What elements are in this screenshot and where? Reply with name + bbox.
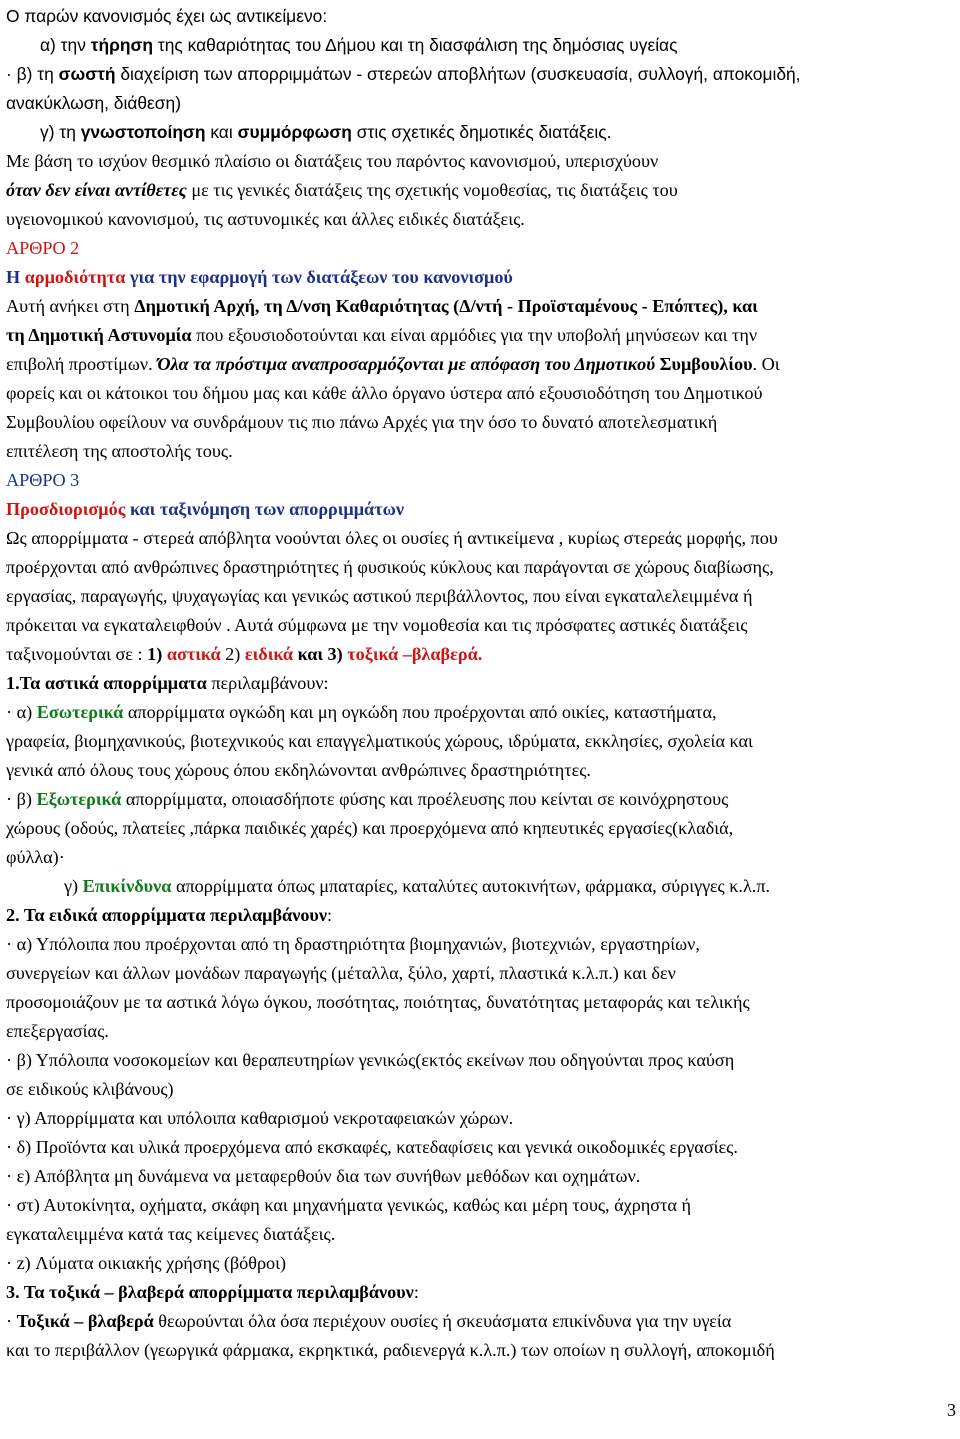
text-line (6, 2, 327, 31)
text-line (6, 1249, 286, 1278)
text-line (6, 1278, 419, 1307)
text-line (6, 1104, 513, 1133)
text-run: διαχείριση των απορριμμάτων - στερεών αποβλήτων (συσκευασία, συλλογή, αποκομιδή, (115, 64, 801, 84)
text-run: · α) Υπόλοιπα που προέρχονται από τη δραστηριότητα βιομηχανιών, βιοτεχνιών, εργαστηρίων, (6, 934, 700, 954)
text-run: Επικίνδυνα (82, 876, 172, 896)
text-run: θεωρούνται όλα όσα περιέχουν ουσίες ή σκευάσματα επικίνδυνα για την υγεία (153, 1311, 732, 1331)
text-line (6, 147, 658, 176)
text-run: · β) Υπόλοιπα νοσοκομείων και θεραπευτηρίων γενικώς(εκτός εκείνων που οδηγούνται προς καύση (6, 1050, 735, 1070)
text-line (6, 930, 700, 959)
text-line (6, 89, 181, 118)
text-run: · β) τη (6, 64, 59, 84)
text-line (6, 640, 482, 669)
text-line (6, 814, 733, 843)
text-run: 2. Τα ειδικά απορρίμματα περιλαμβάνουν (6, 905, 327, 925)
text-run: · στ) Αυτοκίνητα, οχήματα, σκάφη και μηχανήματα γενικώς, καθώς και μέρη τους, άχρηστα ή (6, 1195, 692, 1215)
text-run: επεξεργασίας. (6, 1021, 109, 1041)
text-line (6, 466, 79, 495)
text-run: 3. Τα τοξικά – βλαβερά απορρίμματα περιλαμβάνουν (6, 1282, 414, 1302)
text-line (6, 1075, 174, 1104)
text-line (40, 118, 612, 147)
text-run: αρμοδιότητα (24, 267, 126, 287)
text-run: απορρίμματα, οποιασδήποτε φύσης και προέλευσης που κείνται σε κοινόχρηστους (121, 789, 729, 809)
text-line (6, 582, 752, 611)
text-run: 1) (147, 644, 167, 664)
text-run: σε ειδικούς κλιβάνους) (6, 1079, 174, 1099)
text-line (6, 988, 750, 1017)
text-run: τοξικά –βλαβερά. (347, 644, 483, 664)
text-run: · (6, 1311, 17, 1331)
text-run: Η (6, 267, 25, 287)
text-line (64, 872, 770, 901)
text-line (40, 31, 678, 60)
text-run: εργασίας, παραγωγής, ψυχαγωγίας και γενικώς αστικού περιβάλλοντος, που είναι εγκαταλελειμμένα ή (6, 586, 753, 606)
text-run: 2) (220, 644, 245, 664)
text-line (6, 611, 747, 640)
text-run: Συμβουλίου (659, 354, 753, 374)
text-line (6, 1191, 691, 1220)
text-run: τη Δημοτική Αστυνομία (6, 325, 192, 345)
text-run: Όλα τα πρόστιμα αναπροσαρμόζονται με απόφαση του Δημοτικού (157, 354, 660, 374)
text-run: με τις γενικές διατάξεις της σχετικής νομοθεσίας, τις διατάξεις του (186, 180, 678, 200)
text-run: και ταξινόμηση των απορριμμάτων (125, 499, 404, 519)
text-run: φύλλα)· (6, 847, 65, 867)
text-run: υγειονομικού κανονισμού, τις αστυνομικές και άλλες ειδικές διατάξεις. (6, 209, 525, 229)
text-run: · γ) Απορρίμματα και υπόλοιπα καθαρισμού νεκροταφειακών χώρων. (6, 1108, 514, 1128)
text-run: 1.Τα αστικά απορρίμματα (6, 673, 207, 693)
text-run: · z) Λύματα οικιακής χρήσης (βόθροι) (6, 1253, 287, 1273)
text-run: προέρχονται από ανθρώπινες δραστηριότητες ή φυσικούς κύκλους και παράγονται σε χώρους διαβίωσης, (6, 557, 774, 577)
text-run: Συμβουλίου οφείλουν να συνδράμουν τις πιο πάνω Αρχές για την όσο το δυνατό αποτελεσματική (6, 412, 718, 432)
page-number: 3 (947, 1400, 956, 1420)
text-line (6, 959, 676, 988)
text-line (6, 727, 753, 756)
text-run: της καθαριότητας του Δήμου και τη διασφάλιση της δημόσιας υγείας (153, 35, 678, 55)
text-run: ταξινομούνται σε : (6, 644, 148, 664)
text-run: · β) (6, 789, 37, 809)
text-run: α) την (40, 35, 91, 55)
text-run: σωστή (58, 64, 116, 84)
text-run: προσομοιάζουν με τα αστικά λόγω όγκου, ποσότητας, ποιότητας, δυνατότητας μεταφοράς και τελικής (6, 992, 750, 1012)
text-line (6, 1162, 640, 1191)
text-run: φορείς και οι κάτοικοι του δήμου μας και κάθε άλλο όργανο ύστερα από εξουσιοδότηση του Δημοτικού (6, 383, 763, 403)
text-run: απορρίμματα όπως μπαταρίες, καταλύτες αυτοκινήτων, φάρμακα, σύριγγες κ.λ.π. (171, 876, 771, 896)
text-run: γενικά από όλους τους χώρους όπου εκδηλώνονται ανθρώπινες δραστηριότητες. (6, 760, 591, 780)
text-line (6, 495, 404, 524)
text-run: γ) (64, 876, 83, 896)
text-run: συνεργείων και άλλων μονάδων παραγωγής (μέταλλα, ξύλο, χαρτί, πλαστικά κ.λ.π.) και δεν (6, 963, 676, 983)
text-line (6, 1220, 335, 1249)
text-line (6, 379, 762, 408)
text-run: περιλαμβάνουν: (206, 673, 329, 693)
text-run: Εξωτερικά (36, 789, 122, 809)
text-run: · ε) Απόβλητα μη δυνάμενα να μεταφερθούν δια των συνήθων μεθόδων και οχημάτων. (6, 1166, 641, 1186)
text-line (6, 437, 233, 466)
text-line (6, 205, 525, 234)
text-run: αστικά (166, 644, 221, 664)
text-run: Εσωτερικά (36, 702, 124, 722)
text-line (6, 901, 332, 930)
text-line (6, 234, 79, 263)
text-line (6, 1017, 109, 1046)
text-line (6, 263, 513, 292)
text-run: και 3) (293, 644, 348, 664)
text-run: για την εφαρμογή των διατάξεων του κανονισμού (125, 267, 513, 287)
text-run: τήρηση (90, 35, 154, 55)
text-line (6, 292, 758, 321)
text-line (6, 1133, 738, 1162)
text-run: : (326, 905, 333, 925)
text-run: επιβολή προστίμων. (6, 354, 158, 374)
text-run: στις σχετικές δημοτικές διατάξεις. (351, 122, 612, 142)
text-line (6, 350, 780, 379)
text-line (6, 843, 65, 872)
text-line (6, 756, 591, 785)
text-line (6, 1046, 734, 1075)
text-run: Αυτή ανήκει στη (6, 296, 135, 316)
text-line (6, 1307, 731, 1336)
text-line (6, 698, 717, 727)
text-run: χώρους (οδούς, πλατείες ,πάρκα παιδικές χαρές) και προερχόμενα από κηπευτικές εργασίες(κλαδιά, (6, 818, 734, 838)
text-run: · δ) Προϊόντα και υλικά προερχόμενα από εκσκαφές, κατεδαφίσεις και γενικά οικοδομικές εργασίες. (6, 1137, 738, 1157)
text-run: . Οι (752, 354, 780, 374)
text-line (6, 553, 774, 582)
text-run: Δημοτική Αρχή, τη Δ/νση Καθαριότητας (Δ/ντή - Προϊσταμένους - Επόπτες), και (134, 296, 758, 316)
text-line (6, 785, 728, 814)
text-run: ΑΡΘΡΟ 3 (6, 470, 80, 490)
text-run: ΑΡΘΡΟ 2 (6, 238, 80, 258)
text-run: εγκαταλειμμένα κατά τας κείμενες διατάξεις. (6, 1224, 336, 1244)
text-run: και (205, 122, 238, 142)
text-line (6, 408, 717, 437)
text-run: Ως απορρίμματα - στερεά απόβλητα νοούνται όλες οι ουσίες ή αντικείμενα , κυρίως στερεάς μορφής, που (6, 528, 778, 548)
text-run: Τοξικά – βλαβερά (16, 1311, 154, 1331)
text-run: όταν δεν είναι αντίθετες (6, 180, 187, 200)
text-line (6, 60, 801, 89)
text-line (6, 1336, 775, 1365)
text-run: και το περιβάλλον (γεωργικά φάρμακα, εκρηκτικά, ραδιενεργά κ.λ.π.) των οποίων η συλλογή, αποκομιδή (6, 1340, 775, 1360)
text-run: γ) τη (40, 122, 81, 142)
text-run: Προσδιορισμός (6, 499, 126, 519)
text-line (6, 321, 757, 350)
text-run: : (413, 1282, 419, 1302)
text-run: πρόκειται να εγκαταλειφθούν . Αυτά σύμφωνα με την νομοθεσία και τις πρόσφατες αστικές διατάξεις (6, 615, 748, 635)
text-line (6, 176, 678, 205)
text-run: γνωστοποίηση (80, 122, 206, 142)
text-run: επιτέλεση της αποστολής τους. (6, 441, 233, 461)
text-line (6, 669, 329, 698)
text-run: ειδικά (244, 644, 294, 664)
text-run: που εξουσιοδοτούνται και είναι αρμόδιες για την υποβολή μηνύσεων και την (191, 325, 758, 345)
text-run: ανακύκλωση, διάθεση) (6, 93, 182, 113)
text-line (6, 524, 778, 553)
text-run: συμμόρφωση (237, 122, 352, 142)
text-run: απορρίμματα ογκώδη και μη ογκώδη που προέρχονται από οικίες, καταστήματα, (123, 702, 717, 722)
text-run: Με βάση το ισχύον θεσμικό πλαίσιο οι διατάξεις του παρόντος κανονισμού, υπερισχύουν (6, 151, 659, 171)
text-run: Ο παρών κανονισμός έχει ως αντικείμενο: (6, 6, 328, 26)
text-run: · α) (6, 702, 37, 722)
text-run: γραφεία, βιομηχανικούς, βιοτεχνικούς και επαγγελματικούς χώρους, ιδρύματα, εκκλησίες, σχολεία και (6, 731, 753, 751)
